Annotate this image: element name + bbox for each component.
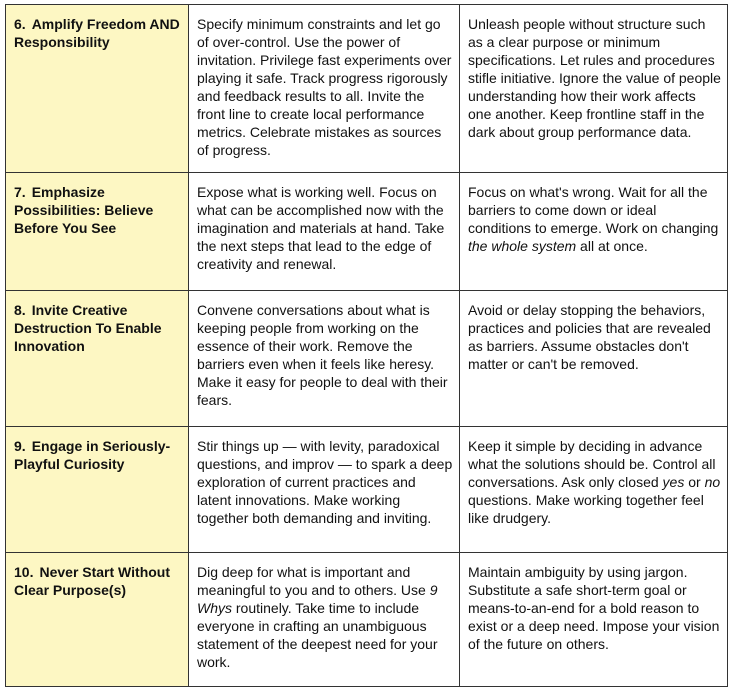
- principle-number: 8.: [14, 302, 26, 318]
- principle-name: Emphasize Possibilities: Believe Before You See: [14, 184, 154, 236]
- do-text: routinely. Take time to include everyone in crafting an unambiguous statement of the deepest need for your work.: [197, 600, 438, 670]
- principle-name: Never Start Without Clear Purpose(s): [14, 564, 171, 598]
- principle-name: Invite Creative Destruction To Enable Innovation: [14, 302, 162, 354]
- dont-text: questions. Make working together feel like drudgery.: [468, 492, 704, 526]
- dont-emphasis: no: [704, 474, 721, 490]
- table-row: [6, 173, 728, 291]
- dont-emphasis: yes: [662, 474, 685, 490]
- do-cell: [189, 5, 460, 173]
- dont-text: Focus on what's wrong. Wait for all the barriers to come down or ideal conditions to emerge. Work on changing: [468, 184, 719, 236]
- dont-text: all at once.: [576, 238, 648, 254]
- dont-emphasis: the whole system: [468, 238, 577, 254]
- do-text: Stir things up — with levity, paradoxical questions, and improv — to spark a deep exploration of current practices and latent innovations. Make working together both demanding and inviting.: [197, 438, 453, 526]
- principle-name-cell: [6, 173, 189, 291]
- principle-number: 9.: [14, 438, 26, 454]
- dont-cell: [460, 427, 728, 553]
- dont-text: Maintain ambiguity by using jargon. Substitute a safe short-term goal or means-to-an-end for a bold reason to exist or a deep need. Impose your vision of the future on others.: [468, 564, 720, 652]
- principle-name-cell: [6, 5, 189, 173]
- table-row: [6, 427, 728, 553]
- principle-name-cell: [6, 553, 189, 687]
- table-row: [6, 5, 728, 173]
- dont-text: or: [684, 474, 705, 490]
- dont-cell: [460, 173, 728, 291]
- dont-text: Avoid or delay stopping the behaviors, practices and policies that are revealed as barriers. Assume obstacles don't matter or can't be removed.: [468, 302, 711, 372]
- principle-number: 10.: [14, 564, 34, 580]
- do-text: Expose what is working well. Focus on what can be accomplished now with the imagination and materials at hand. Take the next steps that lead to the edge of creativity and renewal.: [197, 184, 445, 272]
- dont-text: Keep it simple by deciding in advance what the solutions should be. Control all conversations. Ask only closed: [468, 438, 716, 490]
- table-row: [6, 291, 728, 427]
- dont-text: Unleash people without structure such as a clear purpose or minimum specifications. Let rules and procedures stifle initiative. Ignore the value of people understanding how their work affects one another. Keep frontline staff in the dark about group performance data.: [468, 16, 721, 140]
- table-row: [6, 553, 728, 687]
- do-text: Convene conversations about what is keeping people from working on the essence of their work. Remove the barriers even when it feels like heresy. Make it easy for people to deal with their fears.: [197, 302, 448, 408]
- do-cell: [189, 427, 460, 553]
- principle-name-cell: [6, 427, 189, 553]
- dont-cell: [460, 291, 728, 427]
- do-cell: [189, 553, 460, 687]
- principle-number: 7.: [14, 184, 26, 200]
- principle-name: Engage in Seriously-Playful Curiosity: [14, 438, 171, 472]
- do-emphasis: 9 Whys: [197, 582, 438, 616]
- principle-name: Amplify Freedom AND Responsibility: [14, 16, 180, 50]
- principle-name-cell: [6, 291, 189, 427]
- do-cell: [189, 173, 460, 291]
- principle-number: 6.: [14, 16, 26, 32]
- do-cell: [189, 291, 460, 427]
- dont-cell: [460, 553, 728, 687]
- do-text: Specify minimum constraints and let go of over-control. Use the power of invitation. Privilege fast experiments over playing it safe. Track progress rigorously and feedback results to all. Invite the front line to create local performance metrics. Celebrate mistakes as sources of progress.: [197, 16, 452, 158]
- do-text: Dig deep for what is important and meaningful to you and to others. Use: [197, 564, 430, 598]
- principles-table: [5, 4, 728, 687]
- dont-cell: [460, 5, 728, 173]
